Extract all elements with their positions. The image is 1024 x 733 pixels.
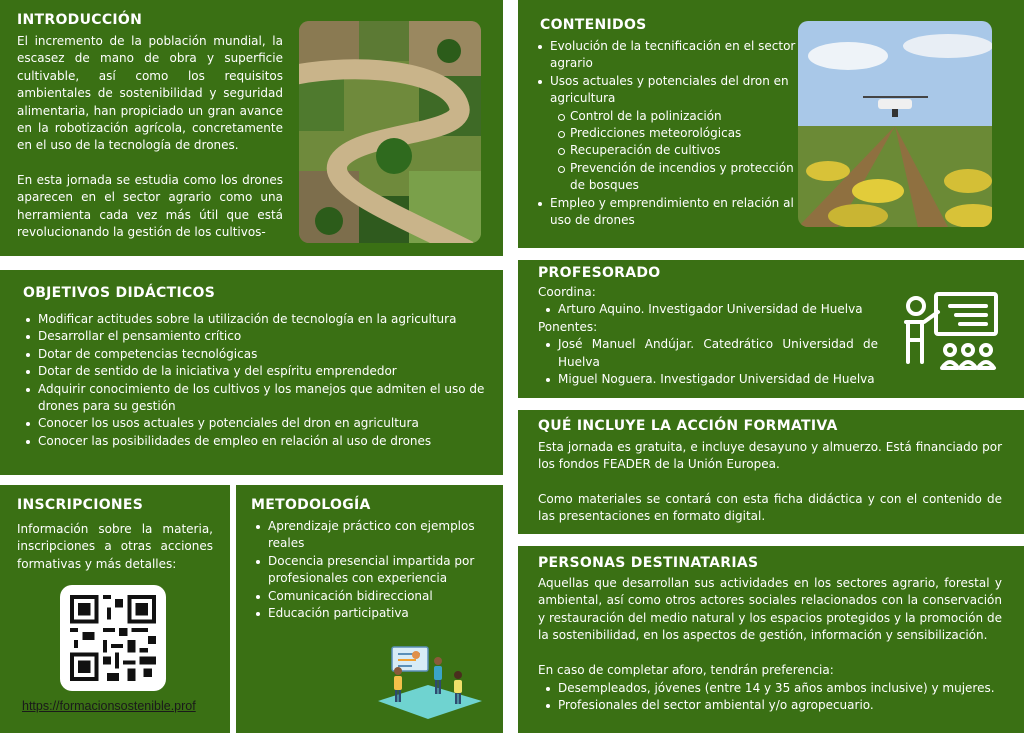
contenidos-item: Empleo y emprendimiento en relación al uso de drones [536,195,798,230]
intro-panel [0,0,503,256]
profesorado-panel [518,260,1024,398]
incluye-paragraph-2: Como materiales se contará con esta ficha didáctica y con el contenido de las presentaciones en formato digital. [538,492,1002,524]
contenidos-title: CONTENIDOS [540,17,647,33]
contenidos-subitem: Control de la polinización [556,108,798,125]
coordinador-item: Arturo Aquino. Investigador Universidad de Huelva [544,301,878,318]
coordina-list [544,301,878,318]
contenidos-subitem: Prevención de incendios y protección de bosques [556,160,798,195]
intro-title: INTRODUCCIÓN [17,12,143,28]
intro-paragraph-1: El incremento de la población mundial, la escasez de mano de obra y superficie cultivable, así como los requisitos ambientales de sostenibilidad y seguridad alimentaria, han propiciado un gran avance en la robotización agrícola, concretamente en el uso de la tecnología de drones. [17,34,283,153]
objetivos-list [24,311,490,450]
objetivos-title: OBJETIVOS DIDÁCTICOS [23,285,216,301]
presentation-people-illustration [368,639,488,721]
incluye-panel [518,410,1024,534]
metodologia-title: METODOLOGÍA [251,497,371,513]
ponentes-label: Ponentes: [538,319,598,334]
objetivos-item: Adquirir conocimiento de los cultivos y los manejos que admiten el uso de drones para su gestión [24,381,490,416]
inscripciones-title: INSCRIPCIONES [17,497,144,513]
metodologia-list [254,518,482,622]
profesorado-body [538,284,878,388]
contenidos-list [536,38,798,229]
metodologia-panel [236,485,503,733]
teacher-classroom-icon [900,288,1000,374]
drone-field-photo [798,21,992,227]
intro-paragraph-2: En esta jornada se estudia como los drones aparecen en el sector agrario como una herramienta cada vez más útil que está revolucionando la gestión de los cultivos- [17,173,283,240]
ponente-item: Miguel Noguera. Investigador Universidad de Huelva [544,371,878,388]
objetivos-item: Conocer las posibilidades de empleo en relación al uso de drones [24,433,490,450]
contenidos-subitem: Recuperación de cultivos [556,142,798,159]
incluye-paragraph-1: Esta jornada es gratuita, e incluye desayuno y almuerzo. Está financiado por los fondos FEADER de la Unión Europea. [538,440,1002,472]
destinatarias-list [544,680,1002,715]
inscripciones-link[interactable]: https://formacionsostenible.prof [22,699,196,713]
contenidos-panel [518,0,1024,248]
contenidos-subitem: Predicciones meteorológicas [556,125,798,142]
contenidos-item: Evolución de la tecnificación en el sector agrario [536,38,798,73]
incluye-title: QUÉ INCLUYE LA ACCIÓN FORMATIVA [538,418,838,434]
objetivos-item: Conocer los usos actuales y potenciales del dron en agricultura [24,415,490,432]
profesorado-title: PROFESORADO [538,265,661,281]
river-aerial-photo [299,21,481,243]
objetivos-item: Dotar de competencias tecnológicas [24,346,490,363]
ponentes-list [544,336,878,388]
metodologia-item: Educación participativa [254,605,482,622]
objetivos-item: Modificar actitudes sobre la utilización de tecnología en la agricultura [24,311,490,328]
inscripciones-text: Información sobre la materia, inscripciones a otras acciones formativas y más detalles: [17,522,213,571]
metodologia-item: Comunicación bidireccional [254,588,482,605]
inscripciones-panel [0,485,230,733]
contenidos-list-wrap [536,38,798,229]
coordina-label: Coordina: [538,285,596,299]
objetivos-item: Desarrollar el pensamiento crítico [24,328,490,345]
objetivos-item: Dotar de sentido de la iniciativa y del espíritu emprendedor [24,363,490,380]
metodologia-item: Docencia presencial impartida por profesionales con experiencia [254,553,482,588]
destinatarias-paragraph-2: En caso de completar aforo, tendrán preferencia: [538,663,834,677]
qr-code[interactable] [60,585,166,691]
destinatarias-paragraph-1: Aquellas que desarrollan sus actividades en los sectores agrario, forestal y ambiental, así como otros actores sociales relacionados con la conservación y restauración del medio natural y los espacios protegidos y la promoción de la sostenibilidad, en los aspectos de gestión, información y sensibilización. [538,576,1002,643]
ponente-item: José Manuel Andújar. Catedrático Universidad de Huelva [544,336,878,371]
contenidos-sublist [556,108,798,195]
contenidos-item [536,73,798,195]
destinatarias-title: PERSONAS DESTINATARIAS [538,555,759,571]
destinatarias-item: Desempleados, jóvenes (entre 14 y 35 años ambos inclusive) y mujeres. [544,680,1002,697]
contenidos-item-label: Usos actuales y potenciales del dron en agricultura [550,73,789,106]
destinatarias-panel [518,546,1024,733]
destinatarias-item: Profesionales del sector ambiental y/o agropecuario. [544,697,1002,714]
objetivos-panel [0,270,503,475]
metodologia-item: Aprendizaje práctico con ejemplos reales [254,518,482,553]
